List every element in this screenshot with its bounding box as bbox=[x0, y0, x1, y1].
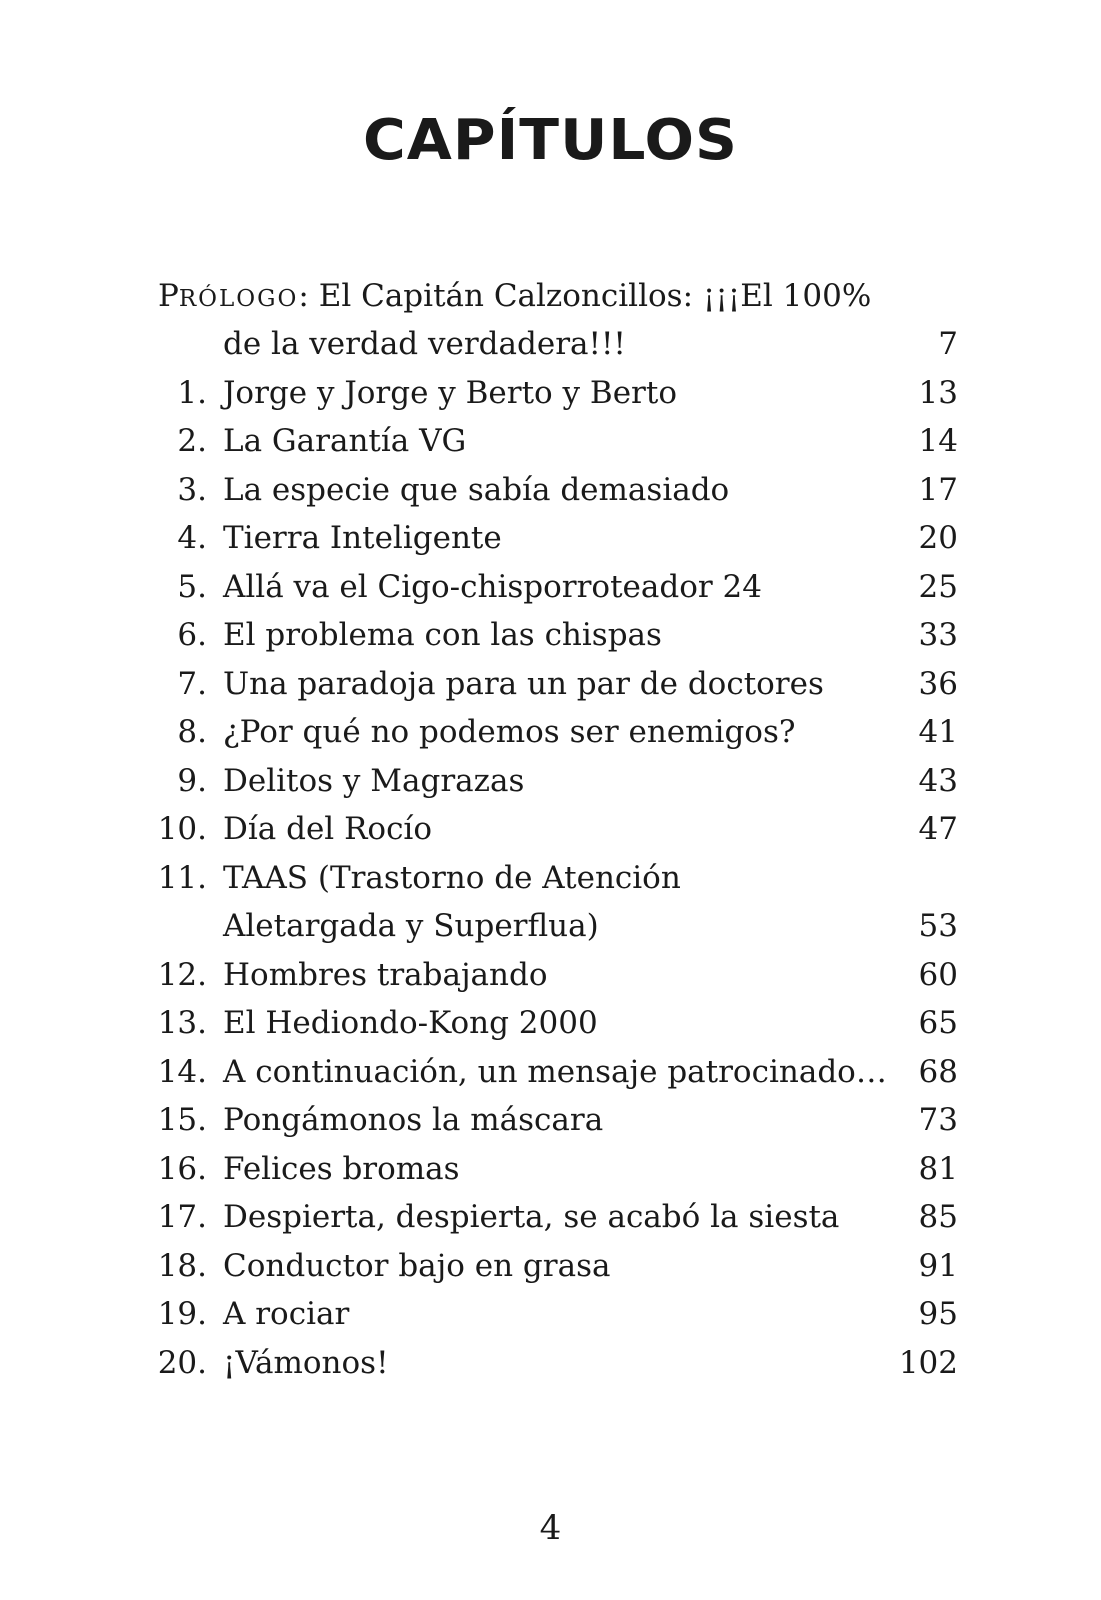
chapter-title: A continuación, un mensaje patrocinado… bbox=[223, 1054, 887, 1090]
chapter-number: 18. bbox=[157, 1248, 207, 1284]
chapter-title: TAAS (Trastorno de Atención bbox=[223, 860, 681, 896]
chapter-title-cont: Aletargada y Superflua) bbox=[223, 908, 599, 944]
page-number: 41 bbox=[918, 714, 958, 750]
chapter-title: Día del Rocío bbox=[223, 811, 433, 847]
page-number: 102 bbox=[898, 1345, 958, 1381]
toc-entry bbox=[0, 1145, 1101, 1193]
toc-entry bbox=[0, 1290, 1101, 1338]
chapter-number: 16. bbox=[157, 1151, 207, 1187]
toc-entry bbox=[0, 757, 1101, 805]
page-number: 36 bbox=[918, 666, 958, 702]
toc-entry bbox=[0, 1048, 1101, 1096]
page-number: 60 bbox=[918, 957, 958, 993]
page-number: 91 bbox=[918, 1248, 958, 1284]
page-number: 53 bbox=[918, 908, 958, 944]
toc-entry-cont bbox=[0, 902, 1101, 950]
toc-entry bbox=[0, 951, 1101, 999]
toc-entry bbox=[0, 708, 1101, 756]
chapter-number: 19. bbox=[157, 1296, 207, 1332]
chapter-number: 5. bbox=[177, 569, 207, 605]
chapter-title: Despierta, despierta, se acabó la siesta bbox=[223, 1199, 840, 1235]
chapter-title: El problema con las chispas bbox=[223, 617, 662, 653]
chapter-title: Jorge y Jorge y Berto y Berto bbox=[223, 375, 677, 411]
chapter-title: Allá va el Cigo-chisporroteador 24 bbox=[223, 569, 763, 605]
chapter-title: El Hediondo-Kong 2000 bbox=[223, 1005, 598, 1041]
page-number: 33 bbox=[918, 617, 958, 653]
page-number: 73 bbox=[918, 1102, 958, 1138]
page-number: 17 bbox=[918, 472, 958, 508]
chapter-number: 9. bbox=[177, 763, 207, 799]
chapter-title: Tierra Inteligente bbox=[223, 520, 502, 556]
chapter-number: 2. bbox=[177, 423, 207, 459]
prologue-title-cont: de la verdad verdadera!!! bbox=[223, 326, 626, 362]
toc-entry bbox=[0, 660, 1101, 708]
prologue-title: PRÓLOGO: El Capitán Calzoncillos: ¡¡¡El 100% bbox=[158, 278, 872, 314]
page-number: 43 bbox=[918, 763, 958, 799]
toc-entry bbox=[0, 805, 1101, 853]
chapter-number: 4. bbox=[177, 520, 207, 556]
chapter-number: 8. bbox=[177, 714, 207, 750]
chapter-number: 10. bbox=[157, 811, 207, 847]
chapter-number: 3. bbox=[177, 472, 207, 508]
page-number: 20 bbox=[918, 520, 958, 556]
toc-entry bbox=[0, 1096, 1101, 1144]
page-number: 81 bbox=[918, 1151, 958, 1187]
page-number: 85 bbox=[918, 1199, 958, 1235]
page-number: 65 bbox=[918, 1005, 958, 1041]
chapter-title: ¡Vámonos! bbox=[223, 1345, 389, 1381]
page-number: 25 bbox=[918, 569, 958, 605]
toc-entry bbox=[0, 611, 1101, 659]
toc-entry bbox=[0, 999, 1101, 1047]
toc-entry-prologue bbox=[0, 272, 1101, 320]
chapter-title: La Garantía VG bbox=[223, 423, 467, 459]
chapter-title: La especie que sabía demasiado bbox=[223, 472, 730, 508]
chapter-number: 12. bbox=[157, 957, 207, 993]
chapter-number: 7. bbox=[177, 666, 207, 702]
toc-entry bbox=[0, 563, 1101, 611]
chapter-number: 17. bbox=[157, 1199, 207, 1235]
page-title: CAPÍTULOS bbox=[362, 108, 739, 173]
chapter-number: 20. bbox=[157, 1345, 207, 1381]
toc-entry bbox=[0, 514, 1101, 562]
page-number: 95 bbox=[918, 1296, 958, 1332]
toc-entry bbox=[0, 369, 1101, 417]
page-number: 13 bbox=[918, 375, 958, 411]
toc-entry bbox=[0, 466, 1101, 514]
toc-entry-prologue-cont bbox=[0, 320, 1101, 368]
toc-entry bbox=[0, 1339, 1101, 1387]
chapter-title: Conductor bajo en grasa bbox=[223, 1248, 611, 1284]
chapter-title: Pongámonos la máscara bbox=[223, 1102, 604, 1138]
page-number: 47 bbox=[918, 811, 958, 847]
chapter-number: 6. bbox=[177, 617, 207, 653]
page-number: 14 bbox=[918, 423, 958, 459]
chapter-title: Hombres trabajando bbox=[223, 957, 548, 993]
toc-entry bbox=[0, 854, 1101, 902]
toc-entry bbox=[0, 1242, 1101, 1290]
toc-entry bbox=[0, 417, 1101, 465]
page-folio: 4 bbox=[539, 1508, 562, 1548]
page-number: 68 bbox=[918, 1054, 958, 1090]
chapter-title: Felices bromas bbox=[223, 1151, 460, 1187]
chapter-title: Delitos y Magrazas bbox=[223, 763, 525, 799]
chapter-number: 11. bbox=[157, 860, 207, 896]
page-number: 7 bbox=[938, 326, 958, 362]
toc-entry bbox=[0, 1193, 1101, 1241]
chapter-title: A rociar bbox=[223, 1296, 350, 1332]
chapter-number: 13. bbox=[157, 1005, 207, 1041]
chapter-number: 14. bbox=[157, 1054, 207, 1090]
chapter-title: Una paradoja para un par de doctores bbox=[223, 666, 824, 702]
chapter-title: ¿Por qué no podemos ser enemigos? bbox=[223, 714, 796, 750]
chapter-number: 1. bbox=[177, 375, 207, 411]
chapter-number: 15. bbox=[157, 1102, 207, 1138]
